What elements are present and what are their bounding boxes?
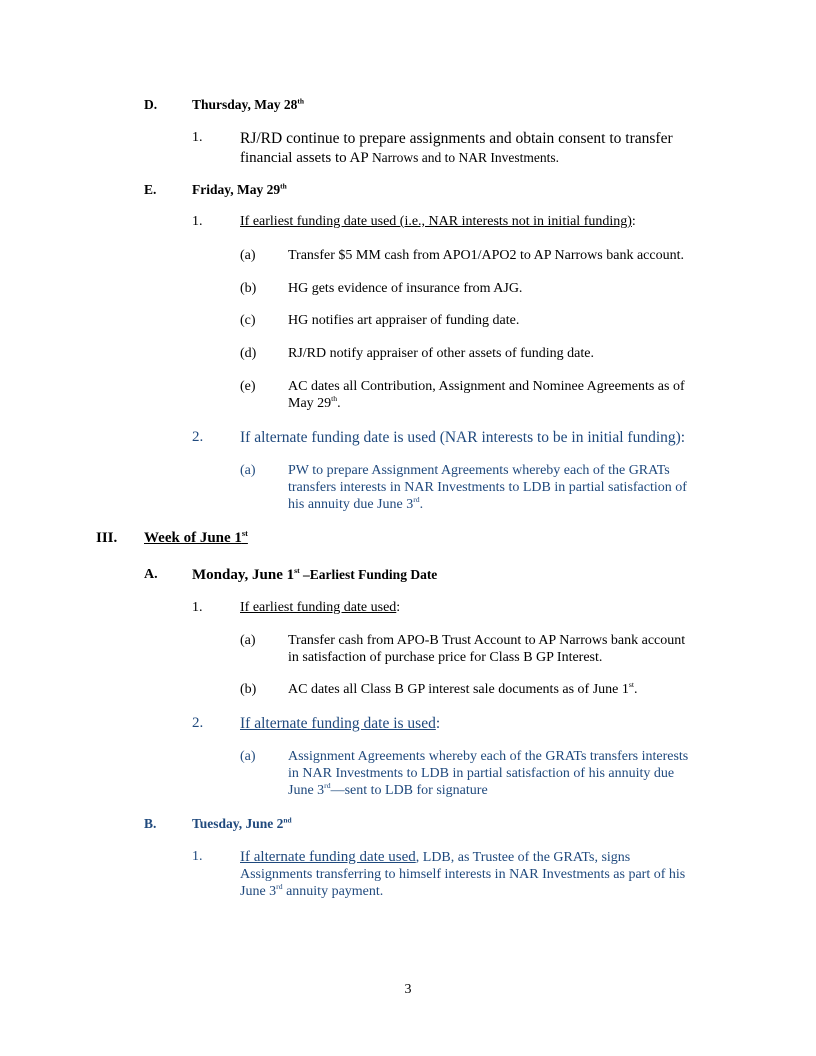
a1-number: 1. <box>192 600 203 615</box>
section-b-label: B. <box>144 816 157 831</box>
d1-line-2 <box>240 151 559 166</box>
section-d-title-sup: th <box>297 96 304 106</box>
e2-item-a-line-1: PW to prepare Assignment Agreements whereby each of the GRATs <box>288 463 670 478</box>
e1-item-e-line-1: AC dates all Contribution, Assignment and Nominee Agreements as of <box>288 379 685 394</box>
a1-heading <box>240 601 400 615</box>
a1-item-a-line-1: Transfer cash from APO-B Trust Account to AP Narrows bank account <box>288 633 686 648</box>
section-iii-title <box>144 528 248 546</box>
a1-item-b-end: . <box>634 682 638 697</box>
b1-line-3-end: annuity payment. <box>282 884 384 899</box>
section-b-title <box>192 817 292 831</box>
section-b-title-sup: nd <box>283 815 292 825</box>
b1-line-3 <box>240 882 384 899</box>
e1-item-a-label: (a) <box>240 248 256 263</box>
a1-item-b-sup: st <box>628 680 635 690</box>
e2-item-a-end: . <box>419 497 424 512</box>
a2-heading <box>240 716 440 732</box>
e1-item-c-text: HG notifies art appraiser of funding date. <box>288 313 520 328</box>
section-iii-title-text: Week of June 1 <box>144 530 242 546</box>
a2-item-a-label: (a) <box>240 749 256 764</box>
section-d-label: D. <box>144 97 158 112</box>
e1-item-e-end: . <box>337 396 341 411</box>
a1-item-b-text-main: AC dates all Class B GP interest sale documents as of June 1 <box>288 682 629 697</box>
e2-item-a-line-3-text: his annuity due June 3 <box>288 497 414 512</box>
a2-heading-colon: : <box>435 715 441 732</box>
b1-line-3-text: June 3 <box>240 884 277 899</box>
e1-item-e-line-2 <box>288 394 341 411</box>
section-e-title <box>192 183 287 197</box>
e2-heading: If alternate funding date is used (NAR interests to be in initial funding): <box>240 429 686 446</box>
b1-line-1 <box>240 850 630 865</box>
section-e-title-text: Friday, May 29 <box>192 182 281 197</box>
a1-heading-colon: : <box>396 600 401 615</box>
a2-item-a-line-2: in NAR Investments to LDB in partial satisfaction of his annuity due <box>288 766 675 781</box>
e1-heading <box>240 215 636 229</box>
e1-item-d-label: (d) <box>240 346 257 361</box>
d1-line-1: RJ/RD continue to prepare assignments and obtain consent to transfer <box>240 130 673 147</box>
a1-item-a-label: (a) <box>240 633 256 648</box>
e1-heading-colon: : <box>631 214 636 229</box>
e1-item-e-sup: th <box>331 394 338 404</box>
a1-item-b-text <box>288 680 638 697</box>
a1-item-b-label: (b) <box>240 682 257 697</box>
section-iii-label: III. <box>96 530 118 546</box>
e2-item-a-line-2: transfers interests in NAR Investments to LDB in partial satisfaction of <box>288 480 687 495</box>
section-a-title-pre: Monday, June 1 <box>192 567 295 583</box>
e1-item-b-text: HG gets evidence of insurance from AJG. <box>288 281 523 296</box>
e1-item-e-label: (e) <box>240 379 256 394</box>
e1-item-e-line-2-text: May 29 <box>288 396 332 411</box>
d1-line-2-part-a: financial assets to AP <box>240 150 372 166</box>
a2-heading-text: If alternate funding date is used <box>240 715 436 732</box>
e1-heading-text: If earliest funding date used (i.e., NAR interests not in initial funding) <box>240 214 632 229</box>
section-e-label: E. <box>144 182 157 197</box>
a1-heading-text: If earliest funding date used <box>240 600 397 615</box>
e2-number: 2. <box>192 429 204 445</box>
e1-item-d-text: RJ/RD notify appraiser of other assets of funding date. <box>288 346 594 361</box>
b1-number: 1. <box>192 849 203 864</box>
section-a-title-post: –Earliest Funding Date <box>299 567 438 582</box>
e1-number: 1. <box>192 214 203 229</box>
a2-item-a-line-1: Assignment Agreements whereby each of the GRATs transfers interests <box>288 749 689 764</box>
a1-item-a-line-2: in satisfaction of purchase price for Class B GP Interest. <box>288 650 603 665</box>
e2-item-a-sup: rd <box>413 495 420 505</box>
section-a-label: A. <box>144 567 158 582</box>
b1-line-3-sup: rd <box>276 882 283 892</box>
section-e-title-sup: th <box>280 181 287 191</box>
a2-number: 2. <box>192 715 204 731</box>
section-d-title-text: Thursday, May 28 <box>192 97 298 112</box>
section-a-title <box>192 568 437 583</box>
a2-item-a-sup: rd <box>324 781 331 791</box>
b1-line-2: Assignments transferring to himself interests in NAR Investments as part of his <box>240 867 686 882</box>
b1-line-1-rest: , LDB, as Trustee of the GRATs, signs <box>415 850 631 865</box>
d1-line-2-part-b: Narrows and to NAR Investments. <box>371 150 560 165</box>
section-d-title <box>192 98 304 112</box>
e1-item-b-label: (b) <box>240 281 257 296</box>
a2-item-a-line-3 <box>288 781 488 798</box>
section-a-title-sup: st <box>294 566 300 576</box>
e2-item-a-label: (a) <box>240 463 256 478</box>
a2-item-a-line-3-text: June 3 <box>288 783 325 798</box>
e2-item-a-line-3 <box>288 495 424 512</box>
d1-number: 1. <box>192 130 203 145</box>
section-iii-title-sup: st <box>241 528 248 538</box>
a2-item-a-end: —sent to LDB for signature <box>330 783 488 798</box>
e1-item-c-label: (c) <box>240 313 256 328</box>
page-number: 3 <box>404 982 412 997</box>
b1-heading-text: If alternate funding date used <box>240 849 416 865</box>
e1-item-a-text: Transfer $5 MM cash from APO1/APO2 to AP Narrows bank account. <box>288 248 684 263</box>
section-b-title-text: Tuesday, June 2 <box>192 816 284 831</box>
